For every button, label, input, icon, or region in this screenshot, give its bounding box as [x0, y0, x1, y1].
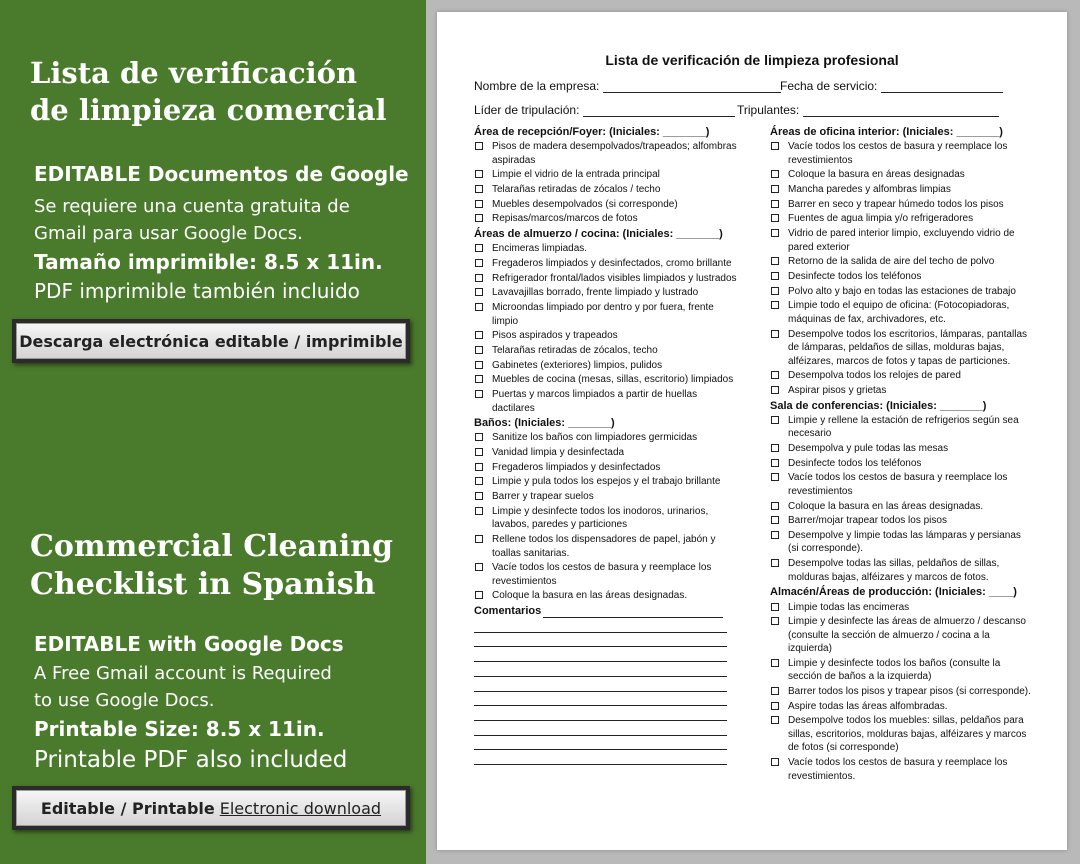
- checklist-item: [770, 369, 1032, 383]
- checkbox[interactable]: [475, 492, 483, 500]
- checkbox[interactable]: [771, 272, 779, 280]
- checkbox[interactable]: [475, 185, 483, 193]
- checkbox[interactable]: [771, 687, 779, 695]
- checklist-item-label: Rellene todos los dispensadores de papel, jabón y toallas sanitarias.: [492, 534, 716, 559]
- section-heading: Áreas de oficina interior: (Iniciales: _______): [770, 126, 1003, 138]
- checkbox[interactable]: [771, 301, 779, 309]
- checkbox[interactable]: [771, 531, 779, 539]
- checkbox[interactable]: [771, 502, 779, 510]
- checkbox[interactable]: [475, 170, 483, 178]
- spanish-title-line1: Lista de verificación: [30, 56, 358, 90]
- crew-leader-label: Líder de tripulación:: [474, 103, 580, 117]
- checklist-item: [474, 344, 742, 358]
- checklist-item-label: Vacíe todos los cestos de basura y reemplace los revestimientos: [492, 562, 712, 587]
- checkbox[interactable]: [475, 200, 483, 208]
- crew-line[interactable]: [803, 106, 999, 117]
- checklist-item: [770, 183, 1032, 197]
- right-checklist-column: [770, 125, 1032, 784]
- checkbox[interactable]: [771, 716, 779, 724]
- left-checklist-column: [474, 125, 742, 765]
- checklist-item-label: Barrer/mojar trapear todos los pisos: [788, 515, 947, 527]
- spanish-title-line2: de limpieza comercial: [30, 93, 387, 127]
- checkbox[interactable]: [771, 287, 779, 295]
- crew-leader-line[interactable]: [583, 106, 735, 117]
- checklist-item: [474, 431, 742, 445]
- checklist-item-label: Vacíe todos los cestos de basura y reemplace los revestimientos: [788, 141, 1008, 166]
- checkbox[interactable]: [771, 142, 779, 150]
- checkbox[interactable]: [771, 559, 779, 567]
- checklist-item: [474, 446, 742, 460]
- english-title-line1: Commercial Cleaning: [30, 529, 394, 564]
- section-heading: Baños: (Iniciales: _______): [474, 417, 615, 430]
- checklist-item: [770, 457, 1032, 471]
- checklist-item: [474, 373, 742, 387]
- checkbox[interactable]: [475, 331, 483, 339]
- checkbox[interactable]: [475, 361, 483, 369]
- checklist-item: [474, 505, 742, 532]
- checkbox[interactable]: [475, 214, 483, 222]
- section-heading: Almacén/Áreas de producción: (Iniciales: ____): [770, 586, 1017, 599]
- checklist-item-label: Desempolve todas las sillas, peldaños de sillas, molduras bajas, alféizares y marcos de fotos.: [788, 558, 1000, 583]
- checklist-item-label: Desempolva y pule todas las mesas: [788, 443, 949, 454]
- english-size-label: Printable Size: 8.5 x 11in.: [34, 717, 325, 741]
- checklist-item-label: Limpie todo el equipo de oficina: (Fotocopiadoras, máquinas de fax, archivadores, etc.: [788, 300, 1010, 325]
- spanish-note-line1: Se requiere una cuenta gratuita de: [34, 196, 350, 217]
- checkbox[interactable]: [475, 244, 483, 252]
- checkbox[interactable]: [771, 386, 779, 394]
- checklist-item: [474, 461, 742, 475]
- english-button-bold: Editable / Printable: [40, 798, 215, 818]
- checklist-item-label: Coloque la basura en las áreas designadas.: [492, 590, 688, 602]
- service-date-line[interactable]: [881, 82, 1003, 93]
- checkbox[interactable]: [475, 463, 483, 471]
- checkbox[interactable]: [771, 416, 779, 424]
- checkbox[interactable]: [771, 229, 779, 237]
- checklist-item-label: Fregaderos limpiados y desinfectados: [492, 461, 661, 473]
- checklist-item: [770, 471, 1032, 498]
- comments-line[interactable]: [474, 706, 727, 721]
- checklist-item-label: Barrer en seco y trapear húmedo todos los pisos: [788, 198, 1004, 210]
- checklist-item: [770, 557, 1032, 584]
- checklist-item-label: Desempolva todos los relojes de pared: [788, 370, 961, 382]
- checklist-item-label: Gabinetes (exteriores) limpios, pulidos: [492, 359, 663, 371]
- checklist-item-label: Vacíe todos los cestos de basura y reemplace los revestimientos: [788, 472, 1008, 497]
- comments-line[interactable]: [474, 750, 727, 765]
- checklist-item-label: Desempolve y limpie todas las lámparas y persianas (si corresponde).: [788, 529, 1021, 555]
- checkbox[interactable]: [771, 459, 779, 467]
- checkbox[interactable]: [771, 257, 779, 265]
- checkbox[interactable]: [475, 477, 483, 485]
- checklist-item-label: Vidrio de pared interior limpio, excluyendo vidrio de pared exterior: [788, 228, 1015, 253]
- spanish-note-line2: Gmail para usar Google Docs.: [34, 223, 303, 244]
- comments-line[interactable]: [474, 692, 727, 707]
- checklist-item: [474, 140, 742, 167]
- checklist-item: [474, 301, 742, 328]
- english-editable-label: EDITABLE with Google Docs: [34, 632, 344, 656]
- checklist-item: [474, 475, 742, 489]
- checklist-item-label: Encimeras limpiadas.: [492, 243, 588, 255]
- checklist-item: [474, 257, 742, 271]
- checkbox[interactable]: [475, 535, 483, 543]
- checklist-item: [770, 198, 1032, 212]
- comments-line[interactable]: [474, 647, 727, 662]
- checkbox[interactable]: [771, 702, 779, 710]
- promo-panel: [0, 0, 426, 864]
- checklist-item-label: Desinfecte todos los teléfonos: [788, 271, 922, 282]
- checklist-item-label: Limpie y desinfecte las áreas de almuerzo / descanso (consulte la sección de almuerzo / cocina a la izquierda): [788, 616, 1026, 655]
- checkbox[interactable]: [475, 288, 483, 296]
- checklist-item-label: Barrer todos los pisos y trapear pisos (si corresponde).: [788, 686, 1031, 698]
- checklist-item: [474, 212, 742, 226]
- english-note-line1: A Free Gmail account is Required: [34, 663, 332, 684]
- checkbox[interactable]: [771, 758, 779, 766]
- checklist-item: [770, 255, 1032, 269]
- comments-line[interactable]: [474, 633, 727, 648]
- checklist-item-label: Desinfecte todos los teléfonos: [788, 457, 922, 469]
- comments-line[interactable]: [474, 677, 727, 692]
- checklist-item-label: Telarañas retiradas de zócalos, techo: [492, 344, 658, 356]
- section-heading: Sala de conferencias: (Iniciales: _______): [770, 399, 987, 412]
- checklist-item-label: Fuentes de agua limpia y/o refrigeradores: [788, 213, 974, 225]
- electronic-download-link[interactable]: Electronic download: [219, 798, 382, 818]
- checklist-item: [770, 140, 1032, 167]
- english-title-line2: Checklist in Spanish: [30, 567, 376, 602]
- checklist-item: [770, 514, 1032, 528]
- checklist-item: [474, 561, 742, 588]
- section-heading: Áreas de almuerzo / cocina: (Iniciales: _______): [474, 228, 723, 241]
- checkbox[interactable]: [475, 303, 483, 311]
- checklist-item: [770, 212, 1032, 226]
- checkbox[interactable]: [771, 330, 779, 338]
- checkbox[interactable]: [771, 617, 779, 625]
- checklist-item-label: Limpie y pula todos los espejos y el trabajo brillante: [492, 476, 721, 488]
- checkbox[interactable]: [771, 170, 779, 178]
- checklist-item-label: Telarañas retiradas de zócalos / techo: [492, 184, 661, 196]
- checklist-item: [770, 285, 1032, 299]
- checklist-item: [770, 500, 1032, 514]
- checklist-item-label: Vacíe todos los cestos de basura y reemplace los revestimientos.: [788, 757, 1008, 782]
- checklist-item-label: Polvo alto y bajo en todas las estaciones de trabajo: [788, 285, 1016, 297]
- comments-label: Comentarios: [474, 605, 542, 618]
- checklist-item: [770, 442, 1032, 456]
- spanish-download-label: Descarga electrónica editable / imprimible: [16, 323, 406, 359]
- checklist-item-label: Pisos de madera desempolvados/trapeados; alfombras aspiradas: [492, 141, 737, 166]
- checklist-item: [770, 601, 1032, 615]
- checklist-item-label: Desempolve todos los muebles: sillas, peldaños para sillas, escritorios, molduras bajas, alféizares y marcos de fotos (si corresponde): [788, 715, 1027, 754]
- checklist-item-label: Limpie y desinfecte todos los baños (consulte la sección de baños a la izquierda): [788, 657, 1001, 683]
- checkbox[interactable]: [771, 200, 779, 208]
- comments-line[interactable]: [474, 721, 727, 736]
- spanish-pdf-label: PDF imprimible también incluido: [34, 279, 360, 303]
- checklist-item-label: Refrigerador frontal/lados visibles limpiados y lustrados: [492, 272, 737, 284]
- checklist-item: [474, 589, 742, 603]
- checklist-item-label: Lavavajillas borrado, frente limpiado y lustrado: [492, 287, 699, 299]
- checklist-item: [474, 490, 742, 504]
- checklist-item: [770, 714, 1032, 755]
- checklist-item-label: Coloque la basura en las áreas designadas.: [788, 500, 984, 512]
- checklist-item-label: Retorno de la salida de aire del techo de polvo: [788, 256, 995, 268]
- checklist-item: [770, 615, 1032, 656]
- checkbox[interactable]: [475, 346, 483, 354]
- checklist-item-label: Mancha paredes y alfombras limpias: [788, 184, 951, 196]
- company-line[interactable]: [603, 82, 781, 93]
- checkbox[interactable]: [771, 371, 779, 379]
- comments-heading: [474, 604, 742, 618]
- checklist-item: [474, 359, 742, 373]
- spanish-size-label: Tamaño imprimible: 8.5 x 11in.: [34, 250, 383, 274]
- crew-field: [737, 103, 999, 117]
- checklist-item: [770, 685, 1032, 699]
- checklist-item: [474, 329, 742, 343]
- spanish-download-button[interactable]: [12, 319, 410, 363]
- checklist-item: [474, 388, 742, 415]
- checkbox[interactable]: [475, 375, 483, 383]
- checklist-document: [437, 12, 1067, 850]
- checkbox[interactable]: [475, 259, 483, 267]
- english-pdf-label: Printable PDF also included: [34, 747, 348, 773]
- checklist-item: [474, 533, 742, 560]
- checkbox[interactable]: [475, 591, 483, 599]
- service-date-field: [780, 79, 1003, 93]
- english-note-line2: to use Google Docs.: [34, 690, 215, 711]
- checklist-item-label: Limpie todas las encimeras: [788, 601, 910, 613]
- checklist-item-label: Muebles de cocina (mesas, sillas, escritorio) limpiados: [492, 374, 734, 386]
- company-field: [474, 79, 781, 93]
- checklist-item: [770, 700, 1032, 714]
- checkbox[interactable]: [771, 516, 779, 524]
- checklist-item: [770, 270, 1032, 284]
- checkbox[interactable]: [475, 563, 483, 571]
- checklist-item: [770, 414, 1032, 441]
- checkbox[interactable]: [771, 444, 779, 452]
- comments-line[interactable]: [474, 736, 727, 751]
- checkbox[interactable]: [475, 274, 483, 282]
- checkbox[interactable]: [771, 214, 779, 222]
- service-date-label: Fecha de servicio:: [780, 79, 878, 93]
- checklist-item: [770, 529, 1032, 556]
- checklist-item: [770, 756, 1032, 783]
- checklist-item-label: Repisas/marcos/marcos de fotos: [492, 213, 638, 225]
- checklist-item: [474, 183, 742, 197]
- checklist-item-label: Microondas limpiado por dentro y por fuera, frente limpio: [492, 302, 714, 327]
- checklist-item-label: Muebles desempolvados (si corresponde): [492, 198, 678, 210]
- comments-first-line[interactable]: [543, 606, 723, 618]
- checkbox[interactable]: [771, 603, 779, 611]
- checklist-item: [770, 384, 1032, 398]
- checkbox[interactable]: [475, 142, 483, 150]
- checklist-item-label: Aspire todas las áreas alfombradas.: [788, 700, 948, 712]
- english-download-button[interactable]: [12, 786, 410, 830]
- english-download-label: [16, 790, 406, 826]
- checkbox[interactable]: [475, 507, 483, 515]
- checklist-item-label: Limpie y desinfecte todos los inodoros, urinarios, lavabos, paredes y particiones: [492, 505, 709, 531]
- checkbox[interactable]: [771, 185, 779, 193]
- checklist-item-label: Barrer y trapear suelos: [492, 491, 594, 503]
- checkbox[interactable]: [771, 473, 779, 481]
- checklist-item: [474, 168, 742, 182]
- checklist-item-label: Limpie el vidrio de la entrada principal: [492, 169, 660, 181]
- checkbox[interactable]: [475, 390, 483, 398]
- checkbox[interactable]: [475, 433, 483, 441]
- checklist-item-label: Aspirar pisos y grietas: [788, 384, 887, 396]
- checklist-item-label: Sanitize los baños con limpiadores germicidas: [492, 432, 698, 444]
- checklist-item-label: Desempolve todos los escritorios, lámparas, pantallas de lámparas, peldaños de sillas, molduras bajas, alféizares, marcos de fotos y tapas de particiones.: [788, 328, 1027, 367]
- checklist-item: [474, 286, 742, 300]
- crew-leader-field: [474, 103, 735, 117]
- checklist-item-label: Fregaderos limpiados y desinfectados, cromo brillante: [492, 258, 732, 269]
- checklist-item-label: Pisos aspirados y trapeados: [492, 330, 618, 342]
- section-heading: Área de recepción/Foyer: (Iniciales: _______): [474, 126, 710, 138]
- checklist-item: [770, 227, 1032, 254]
- checklist-item: [474, 242, 742, 256]
- comments-line[interactable]: [474, 662, 727, 677]
- comments-line[interactable]: [474, 618, 727, 633]
- checklist-item-label: Coloque la basura en áreas designadas: [788, 169, 965, 181]
- checklist-item: [770, 299, 1032, 326]
- spanish-editable-label: EDITABLE Documentos de Google: [34, 162, 409, 186]
- checklist-item-label: Limpie y rellene la estación de refrigerios según sea necesario: [788, 414, 1019, 440]
- checkbox[interactable]: [475, 448, 483, 456]
- document-title: Lista de verificación de limpieza profesional: [605, 52, 899, 68]
- checklist-item-label: Vanidad limpia y desinfectada: [492, 447, 625, 459]
- checklist-item: [770, 328, 1032, 369]
- checklist-item: [770, 657, 1032, 684]
- company-label: Nombre de la empresa:: [474, 79, 600, 93]
- checklist-item: [770, 168, 1032, 182]
- checkbox[interactable]: [771, 659, 779, 667]
- checklist-item: [474, 272, 742, 286]
- checklist-item-label: Puertas y marcos limpiados a partir de huellas dactilares: [492, 389, 698, 414]
- crew-label: Tripulantes:: [737, 103, 800, 117]
- checklist-item: [474, 198, 742, 212]
